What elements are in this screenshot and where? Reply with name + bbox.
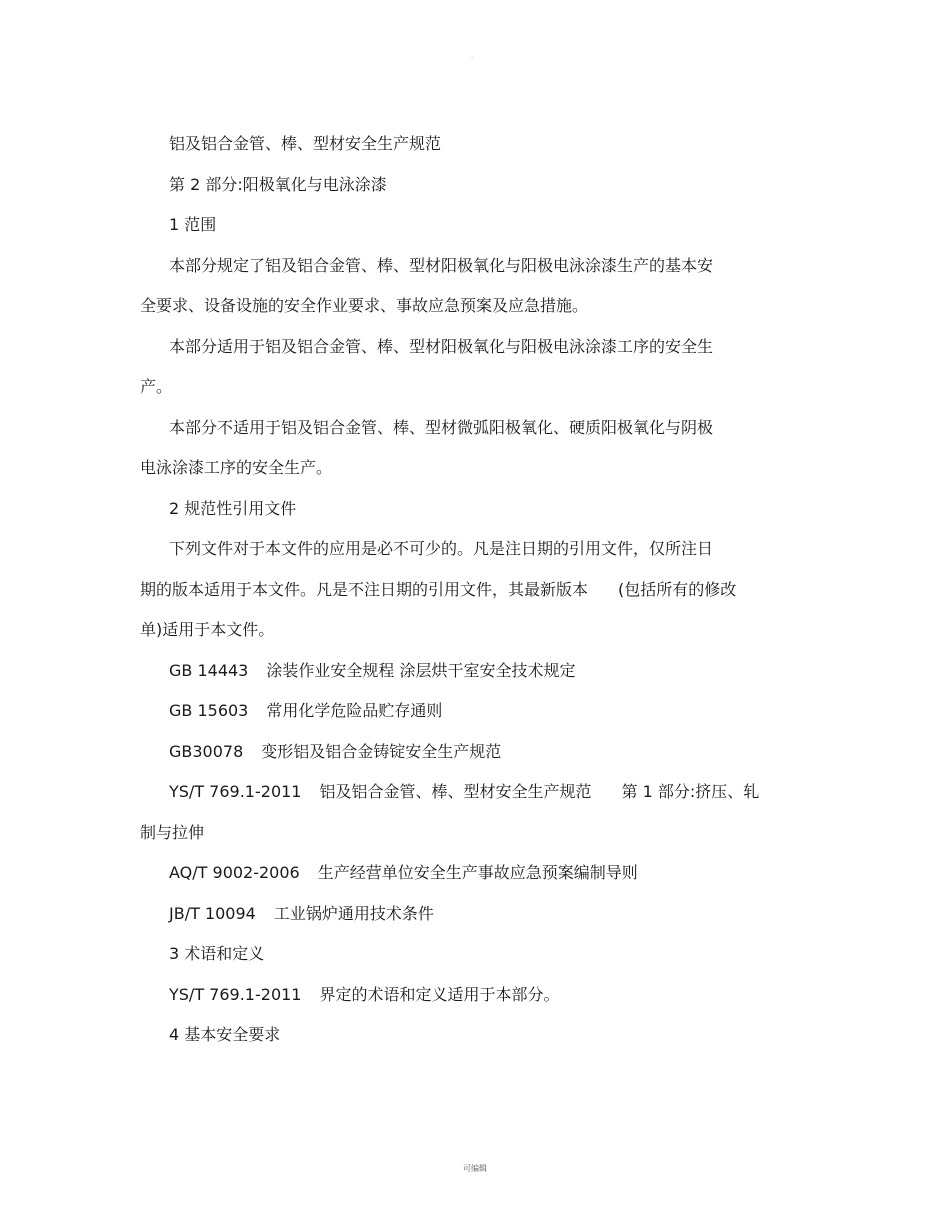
reference-item (140, 772, 810, 813)
section-2-paragraph-line-2 (140, 570, 810, 611)
reference-code: AQ/T 9002-2006 (169, 863, 300, 882)
reference-item (140, 732, 810, 773)
section-3-heading: 3 术语和定义 (169, 944, 265, 963)
section-1-heading: 1 范围 (169, 215, 217, 234)
section-1-paragraph-1-line-1: 本部分规定了铝及铝合金管、棒、型材阳极氧化与阳极电泳涂漆生产的基本安 (169, 255, 714, 275)
reference-title: 工业锅炉通用技术条件 (273, 903, 434, 923)
section-2-heading: 2 规范性引用文件 (169, 498, 297, 518)
section-1-paragraph-3-line-2: 电泳涂漆工序的安全生产。 (140, 458, 333, 477)
section-3-definition: 界定的术语和定义适用于本部分。 (319, 984, 560, 1004)
reference-continuation: 制与拉伸 (140, 822, 205, 842)
page-footer: 可编辑 (463, 1164, 487, 1173)
reference-title: 涂装作业安全规程 涂层烘干室安全技术规定 (266, 660, 576, 680)
reference-item (140, 651, 810, 692)
reference-extra: 第 1 部分:挤压、轧 (621, 782, 760, 801)
reference-code: JB/T 10094 (169, 903, 256, 923)
document-title: 铝及铝合金管、棒、型材安全生产规范 (169, 134, 442, 153)
reference-item (140, 894, 810, 935)
header-mark: . (471, 52, 474, 60)
section-2-paragraph-line-3: 单)适用于本文件。 (140, 620, 275, 639)
reference-code: YS/T 769.1-2011 (169, 782, 302, 801)
section-1-paragraph-3-line-1: 本部分不适用于铝及铝合金管、棒、型材微弧阳极氧化、硬质阳极氧化与阴极 (169, 417, 714, 437)
reference-title: 常用化学危险品贮存通则 (266, 701, 443, 720)
document-subtitle: 第 2 部分:阳极氧化与电泳涂漆 (169, 174, 387, 194)
reference-title: 铝及铝合金管、棒、型材安全生产规范 (319, 782, 592, 801)
section-2-paragraph-line-1: 下列文件对于本文件的应用是必不可少的。凡是注日期的引用文件，仅所注日 (169, 539, 714, 558)
reference-code: GB30078 (169, 741, 244, 761)
section-1-paragraph-2-line-1: 本部分适用于铝及铝合金管、棒、型材阳极氧化与阳极电泳涂漆工序的安全生 (169, 336, 714, 356)
reference-item (140, 853, 810, 894)
section-4-heading: 4 基本安全要求 (169, 1025, 281, 1044)
section-3-code: YS/T 769.1-2011 (169, 984, 302, 1004)
reference-title: 生产经营单位安全生产事故应急预案编制导则 (317, 863, 638, 882)
reference-title: 变形铝及铝合金铸锭安全生产规范 (261, 741, 502, 761)
reference-code: GB 14443 (169, 660, 249, 680)
section-1-paragraph-1-line-2: 全要求、设备设施的安全作业要求、事故应急预案及应急措施。 (140, 296, 589, 315)
section-2-paragraph-line-2-b: (包括所有的修改 (618, 579, 737, 599)
reference-code: GB 15603 (169, 701, 249, 720)
reference-item (140, 691, 810, 732)
section-3-text (140, 975, 810, 1016)
section-1-paragraph-2-line-2: 产。 (140, 377, 173, 396)
section-2-paragraph-line-2-a: 期的版本适用于本文件。凡是不注日期的引用文件，其最新版本 (140, 579, 589, 599)
document-body (140, 124, 810, 1056)
